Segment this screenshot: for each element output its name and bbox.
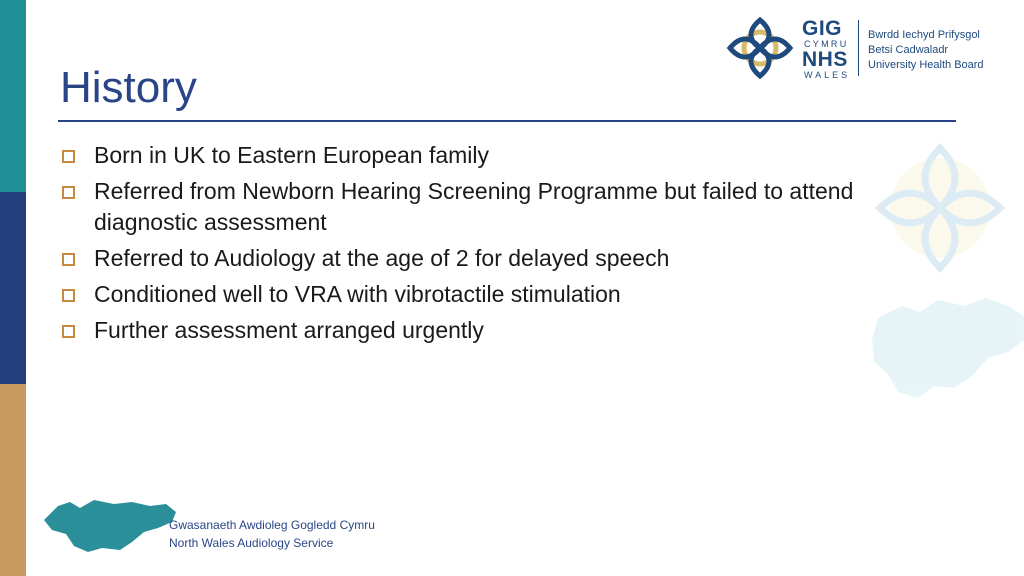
bullet-square-icon <box>62 289 75 302</box>
gig-wordmark: GIG <box>802 17 843 40</box>
bullet-square-icon <box>62 253 75 266</box>
bullet-list <box>60 140 960 351</box>
footer-line-english: North Wales Audiology Service <box>169 536 334 550</box>
bullet-item <box>60 315 960 346</box>
bullet-item <box>60 176 960 238</box>
bullet-square-icon <box>62 150 75 163</box>
bullet-item <box>60 243 960 274</box>
background-watermark-icon <box>868 140 1024 410</box>
bullet-text: Referred from Newborn Hearing Screening Programme but failed to attend diagnostic assessment <box>94 178 854 235</box>
bullet-text: Conditioned well to VRA with vibrotactile stimulation <box>94 281 621 307</box>
bullet-text: Referred to Audiology at the age of 2 for delayed speech <box>94 245 670 271</box>
side-band-gold <box>0 384 26 576</box>
celtic-knot-icon <box>722 14 798 82</box>
bullet-square-icon <box>62 186 75 199</box>
logo-divider <box>858 20 859 76</box>
board-line-2: Betsi Cadwaladr <box>868 44 949 56</box>
side-band-navy <box>0 192 26 384</box>
bullet-text: Born in UK to Eastern European family <box>94 142 490 168</box>
slide-title: History <box>60 63 197 112</box>
bullet-text: Further assessment arranged urgently <box>94 317 484 343</box>
wales-wordmark: WALES <box>804 70 851 80</box>
bullet-item <box>60 279 960 310</box>
north-wales-map-icon <box>40 494 180 556</box>
cymru-wordmark: CYMRU <box>804 39 849 49</box>
title-underline <box>58 120 956 122</box>
bullet-square-icon <box>62 325 75 338</box>
board-line-1: Bwrdd Iechyd Prifysgol <box>868 29 980 41</box>
nhs-wales-logo <box>722 14 1012 82</box>
nhs-wordmark: NHS <box>802 48 848 71</box>
footer-service-name <box>169 516 375 552</box>
side-band-teal <box>0 0 26 192</box>
footer-line-welsh: Gwasanaeth Awdioleg Gogledd Cymru <box>169 518 375 532</box>
bullet-item <box>60 140 960 171</box>
health-board-name <box>868 28 984 73</box>
board-line-3: University Health Board <box>868 59 984 71</box>
